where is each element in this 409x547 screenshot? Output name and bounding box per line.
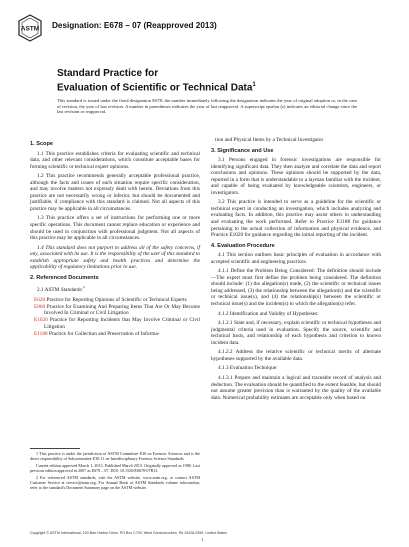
title-text: Evaluation of Scientific or Technical Data (57, 81, 253, 93)
paragraph-4-1-3: 4.1.3 Evaluation Technique: (218, 365, 278, 372)
scope-heading: 1. Scope (30, 141, 54, 147)
copyright-line: Copyright © ASTM International, 100 Barr Harbor Drive, PO Box C700, West Conshohocken, PA 19428-2959. United States (30, 531, 227, 535)
footnotes (30, 451, 200, 492)
reference-list (30, 297, 200, 338)
evaluation-procedure-heading: 4. Evaluation Procedure (211, 242, 275, 249)
paragraph-3-1: 3.1 Persons engaged in forensic investigations are responsible for identifying significant data. They then analyze and correlate the data and report conclusions and opinions. These opinions should be supported by the data, reported in a form that is understandable to a layman familiar with the incident, and capable of being evaluated by knowledgeable scientists, engineers, or investigators. (211, 157, 381, 196)
title-footnote-mark: 1 (252, 81, 256, 88)
footnote-2: 2 For referenced ASTM standards, visit the ASTM website, www.astm.org, or contact ASTM Customer Service at service@astm.org. For Annual Book of ASTM Standards volume information, refer to the standard's Document Summary page on the ASTM website. (30, 475, 200, 491)
reference-item[interactable]: E620 Practice for Reporting Opinions of Scientific or Technical Experts (34, 296, 187, 303)
title-line-2 (57, 80, 256, 94)
paragraph-1-2: 1.2 This practice recommends generally acceptable professional practice, although the facts and issues of each situation require specific consideration, and may involve matters not expressly dealt with herein. Deviations from this practice are not necessarily wrong or inferior, but should be documented and justifiable, if compliance with this standard is claimed. Not all aspects of this practice may be applicable in all circumstances. (30, 173, 200, 212)
reference-continuation: tion and Physical Items by a Technical Investigator (215, 137, 324, 143)
left-column (30, 137, 200, 338)
paragraph-2-1: 2.1 ASTM Standards:$^2$ (37, 285, 85, 294)
significance-heading: 3. Significance and Use (211, 147, 274, 154)
reference-item[interactable]: E1188 Practice for Collection and Preservation of Informa- (34, 330, 160, 337)
paragraph-1-3: 1.3 This practice offers a set of instructions for performing one or more specific operations. This document cannot replace education or experience and should be used in conjunction with professional judgment. Not all aspects of this practice may be applicable in all circumstances. (30, 215, 200, 242)
designation-label: Designation: E678 – 07 (Reapproved 2013) (52, 21, 217, 30)
paragraph-4-1-1: 4.1.1 Define the Problem Being Considered: The definition should include—The expert must first define the problem being considered. The definition should include: (1) the allegation(s) made, (2) the scientific or technical issues being addressed, (3) the relationship between the allegation(s) and the scientific or technical issue(s), and (4) the relationship(s) between the scientific or technical issue(s) and the incident(s) to which the allegation(s) refer. (211, 268, 381, 308)
paragraph-4-1-2-1: 4.1.2.1 State and, if necessary, explain scientific or technical hypotheses and judgmental criteria used in evaluation. Specify the source, scientific and technical basis, and relationship of each hypothesis and criterion to known incident data. (211, 320, 381, 346)
footnote-1-edition: Current edition approved March 1, 2013. Published March 2013. Originally approved in 1980. Last previous edition approved in 2007 as E678 – 07. DOI: 10.1520/E0678-07R13. (30, 463, 200, 474)
footnote-1: 1 This practice is under the jurisdiction of ASTM Committee E30 on Forensic Sciences and is the direct responsibility of Subcommittee E30.11 on Interdisciplinary Forensic Science Standards. (30, 451, 200, 462)
referenced-documents-heading: 2. Referenced Documents (30, 274, 99, 281)
title-line-1: Standard Practice for (57, 68, 159, 79)
issuance-note: This standard is issued under the fixed designation E678; the number immediately following the designation indicates the year of original adoption or, in the case of revision, the year of last revision. A number in parentheses indicates the year of last reapproval. A superscript epsilon (ε) indicates an editorial change since the last revision or reapproval. (57, 98, 357, 115)
paragraph-4-1-3-1: 4.1.3.1 Prepare and maintain a logical and traceable record of analysis and deduction. The evaluation should be quantified to the extent feasible, but should not assume greater precision than is warranted by the quality of the available data. Numerical probability estimates are acceptable only when based on (211, 374, 381, 401)
paragraph-4-1-2: 4.1.2 Identification and Validity of Hypotheses: (218, 310, 319, 317)
page-number: 1 (201, 537, 204, 542)
paragraph-4-1-2-2: 4.1.2.2 Address the relative scientific or technical merits of alternate hypotheses supported by the available data. (211, 349, 381, 362)
paragraph-1-4: 1.4 This standard does not purport to address all of the safety concerns, if any, associated with its use. It is the responsibility of the user of this standard to establish appropriate safety and health practices and determine the applicability of regulatory limitations prior to use. (30, 244, 200, 271)
astm-logo-icon (18, 14, 42, 42)
standard-header (18, 14, 398, 42)
document-title (57, 68, 256, 93)
paragraph-4-1: 4.1 This section outlines basic principles of evaluation in accordance with accepted scientific and engineering practices. (211, 252, 381, 265)
svg-text:ASTM: ASTM (20, 25, 40, 33)
paragraph-3-2: 3.2 This practice is intended to serve as a guideline for the scientific or technical expert in conducting an investigation, which includes analyzing and evaluating facts. In addition, this practice may assist others in understanding and evaluating the work performed. Refer to Practice E1188 for guidance pertaining to the actual collection of information and physical evidence, and Practice E1020 for guidance regarding the initial reporting of the incident. (211, 199, 381, 239)
reference-item[interactable]: E860 Practice for Examining And Preparing Items That Are Or May Become Involved In Criminal or Civil Litigation (34, 303, 201, 317)
right-column (211, 137, 381, 404)
reference-item[interactable]: E1020 Practice for Reporting Incidents that May Involve Criminal or Civil Litigation (34, 317, 200, 330)
footnote-divider (30, 448, 80, 449)
paragraph-1-1: 1.1 This practice establishes criteria for evaluating scientific and technical data, and other relevant considerations, which constitute acceptable bases for forming scientific or technical expert opinions. (30, 150, 200, 170)
footnote-2-mark: 2 (83, 285, 85, 290)
